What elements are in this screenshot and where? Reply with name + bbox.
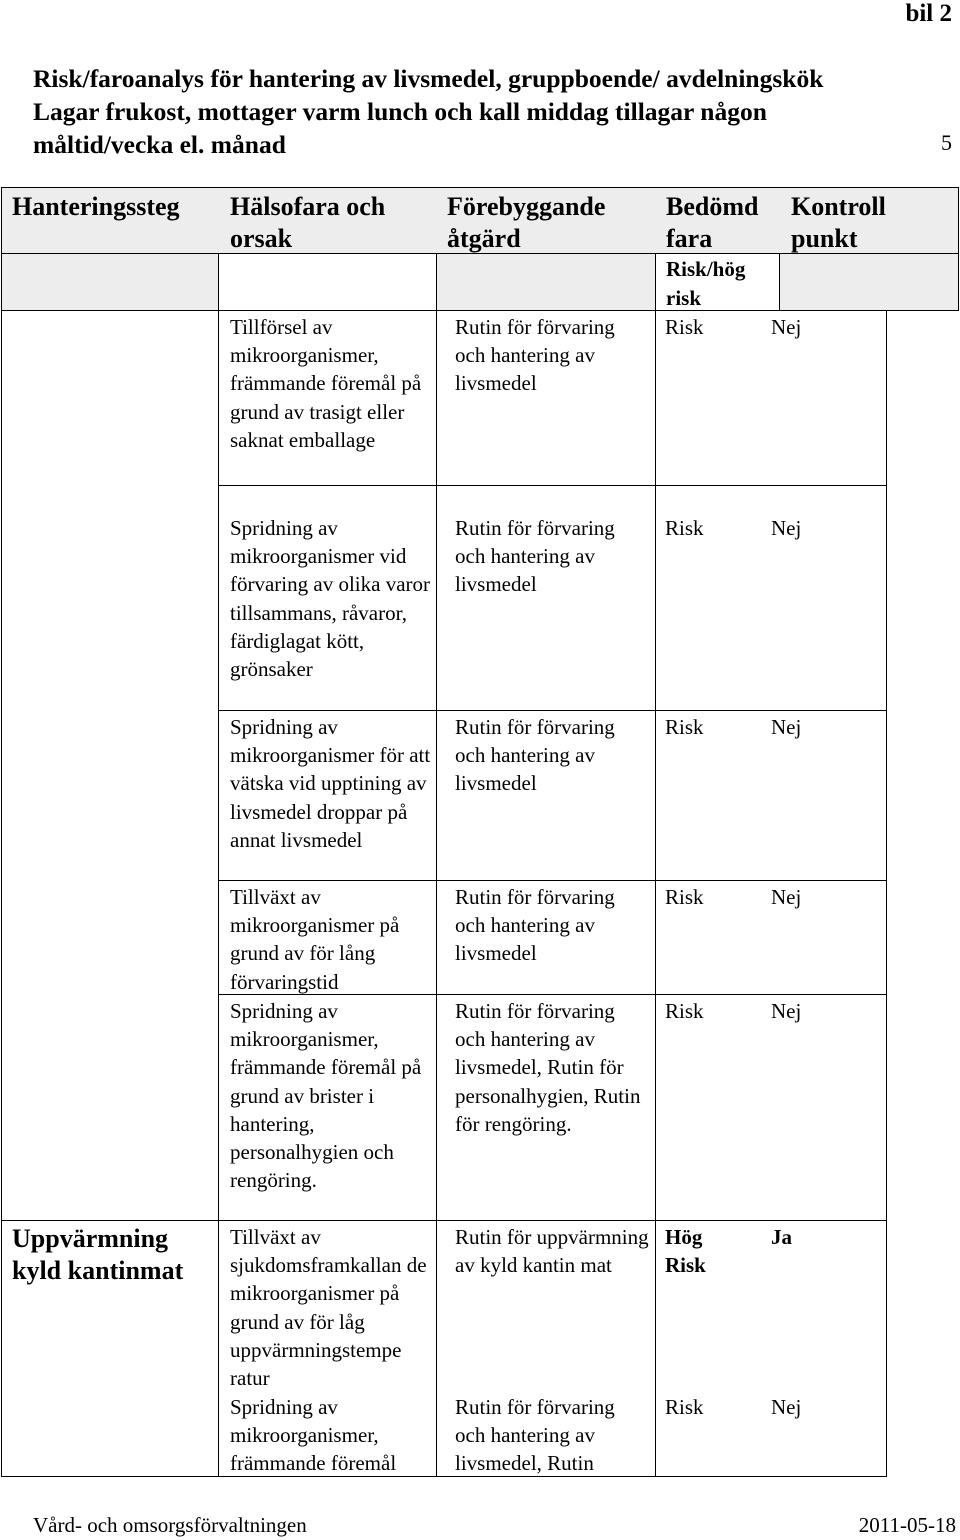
- footer-organization: Vård- och omsorgsförvaltningen: [33, 1513, 307, 1537]
- table-row-measure: Rutin för förvaring och hantering av livsmedel: [455, 715, 615, 796]
- table-row-control: Nej: [771, 516, 802, 540]
- document-title: [33, 62, 823, 161]
- table-row-measure: Rutin för förvaring och hantering av livsmedel: [455, 885, 615, 966]
- subheader-risk-level: Risk/hög risk: [666, 257, 746, 310]
- page-label: bil 2: [905, 0, 952, 27]
- table-row-risk: Risk: [665, 315, 704, 339]
- footer-date: 2011-05-18: [858, 1513, 956, 1537]
- header-measure: Förebyggande åtgärd: [447, 192, 606, 253]
- table-row-measure: Rutin för förvaring och hantering av livsmedel, Rutin för personalhygien, Rutin för rengöring.: [455, 999, 641, 1136]
- table-row-hazard: Tillväxt av sjukdomsframkallan de mikroorganismer på grund av för låg uppvärmningstempe ratur: [230, 1225, 427, 1391]
- table-row-control: Nej: [771, 885, 802, 909]
- table-row-control: Nej: [771, 315, 802, 339]
- title-line-2: Lagar frukost, mottager varm lunch och kall middag tillagar någon: [33, 97, 767, 126]
- table-row-measure: Rutin för uppvärmning av kyld kantin mat: [455, 1225, 649, 1278]
- table-row-hazard: Tillväxt av mikroorganismer på grund av för lång förvaringstid: [230, 885, 400, 994]
- page-number: 5: [941, 130, 952, 155]
- table-row-measure: Rutin för förvaring och hantering av livsmedel: [455, 315, 615, 396]
- table-row-risk: Risk: [665, 516, 704, 540]
- table-row-control: Nej: [771, 999, 802, 1023]
- table-row-risk: Risk: [665, 885, 704, 909]
- header-shade-measure: [436, 253, 655, 310]
- title-line-3: måltid/vecka el. månad: [33, 130, 286, 159]
- header-risk: Bedömd fara: [666, 192, 759, 253]
- table-row-risk: Risk: [665, 715, 704, 739]
- header-shade-step: [1, 253, 218, 310]
- header-control: Kontroll punkt: [791, 192, 886, 253]
- table-row-hazard: Spridning av mikroorganismer, främmande föremål på grund av brister i hantering, personalhygien och rengöring.: [230, 999, 422, 1193]
- table-row-control: Nej: [771, 715, 802, 739]
- header-hazard: Hälsofara och orsak: [230, 192, 386, 253]
- header-step: Hanteringssteg: [12, 192, 180, 221]
- table-row-hazard: Spridning av mikroorganismer, främmande föremål: [230, 1395, 397, 1476]
- table-row-control: Nej: [771, 1395, 802, 1419]
- table-row-hazard: Spridning av mikroorganismer för att vätska vid upptining av livsmedel droppar på annat livsmedel: [230, 715, 431, 852]
- table-row-control: Ja: [771, 1225, 792, 1249]
- header-shade-control: [779, 253, 958, 310]
- table-row-risk: Hög Risk: [665, 1225, 706, 1278]
- title-line-1: Risk/faroanalys för hantering av livsmedel, gruppboende/ avdelningskök: [33, 64, 824, 93]
- table-row-step: Uppvärmning kyld kantinmat: [12, 1224, 184, 1285]
- table-row-hazard: Spridning av mikroorganismer vid förvaring av olika varor tillsammans, råvaror, färdiglagat kött, grönsaker: [230, 516, 431, 682]
- table-row-risk: Risk: [665, 999, 704, 1023]
- table-row-risk: Risk: [665, 1395, 704, 1419]
- table-row-measure: Rutin för förvaring och hantering av livsmedel, Rutin: [455, 1395, 615, 1476]
- table-row-measure: Rutin för förvaring och hantering av livsmedel: [455, 516, 615, 597]
- table-row-hazard: Tillförsel av mikroorganismer, främmande föremål på grund av trasigt eller saknat emballage: [230, 315, 422, 452]
